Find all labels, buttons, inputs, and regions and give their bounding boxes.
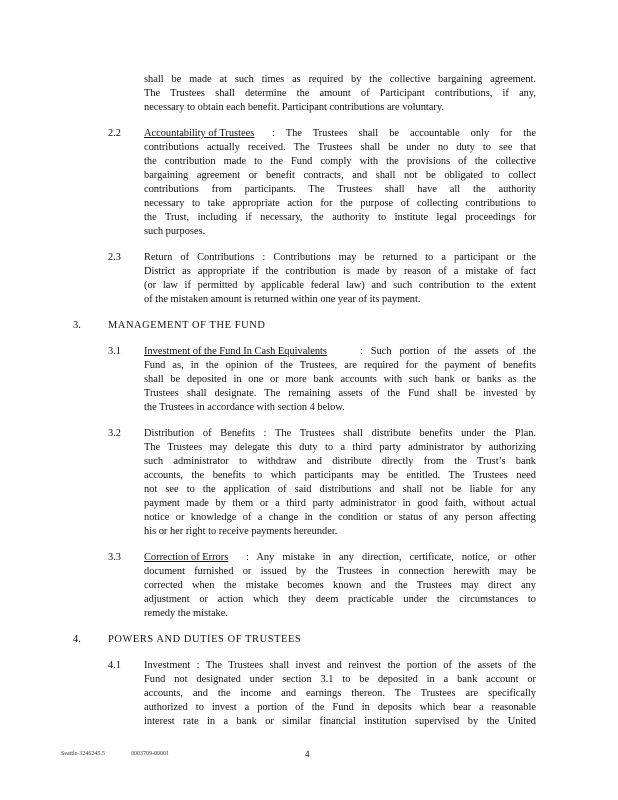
text-line: (or law if permitted by applicable federal law) and such contribution to the extent — [144, 280, 536, 291]
text-line: necessary to obtain each benefit. Participant contributions are voluntary. — [144, 102, 444, 113]
text-line: interest rate in a bank or similar financial institution supervised by the United — [144, 716, 536, 727]
section-number: 3.1 — [108, 346, 121, 357]
text-line: shall be deposited in one or more bank accounts with such bank or banks as the — [144, 374, 536, 385]
text-line: : The Trustees shall be accountable only for the — [272, 128, 536, 139]
section-title: MANAGEMENT OF THE FUND — [108, 320, 266, 331]
text-line: Fund as, in the opinion of the Trustees, are required for the payment of benefits — [144, 360, 536, 371]
section-number: 3.2 — [108, 428, 121, 439]
text-line: document furnished or issued by the Trustees in connection herewith may be — [144, 566, 536, 577]
section-number: 4. — [73, 634, 81, 645]
text-line: the Trust, including if necessary, the authority to institute legal proceedings for — [144, 212, 536, 223]
heading-underlined: Accountability of Trustees — [144, 128, 255, 139]
text-line: adjustment or action which they deem practicable under the circumstances to — [144, 594, 536, 605]
heading-underlined: Investment of the Fund In Cash Equivalents — [144, 346, 327, 357]
text-line: Investment : The Trustees shall invest and reinvest the portion of the assets of the — [144, 660, 536, 671]
text-line: authorized to invest a portion of the Fund in deposits which bear a reasonable — [144, 702, 536, 713]
text-line: such administrator to withdraw and distribute directly from the Trust’s bank — [144, 456, 536, 467]
section-number: 3.3 — [108, 552, 121, 563]
text-line: District as appropriate if the contribution is made by reason of a mistake of fact — [144, 266, 536, 277]
text-line: The Trustees shall determine the amount of Participant contributions, if any, — [144, 88, 536, 99]
text-line: such purposes. — [144, 226, 206, 237]
text-line: contributions actually received. The Trustees shall be under no duty to see that — [144, 142, 536, 153]
text-line: Return of Contributions : Contributions may be returned to a participant or the — [144, 252, 536, 263]
section-number: 2.3 — [108, 252, 121, 263]
section-number: 2.2 — [108, 128, 121, 139]
text-line: Trustees shall designate. The remaining assets of the Fund shall be invested by — [144, 388, 536, 399]
footer-doc-id: Seattle-3246245.5 — [61, 751, 105, 757]
text-line: his or her right to receive payments hereunder. — [144, 526, 338, 537]
text-line: : Such portion of the assets of the — [360, 346, 536, 357]
text-line: the contribution made to the Fund comply with the provisions of the collective — [144, 156, 536, 167]
text-line: notice or knowledge of a change in the condition or status of any person affecting — [144, 512, 536, 523]
subsection-heading — [144, 551, 228, 564]
footer-matter-number: 0003709-00001 — [131, 751, 169, 757]
subsection-heading — [144, 127, 254, 140]
text-line: The Trustees may delegate this duty to a third party administrator by authorizing — [144, 442, 536, 453]
section-title: POWERS AND DUTIES OF TRUSTEES — [108, 634, 302, 645]
section-number: 3. — [73, 320, 81, 331]
text-line: Distribution of Benefits : The Trustees shall distribute benefits under the Plan. — [144, 428, 536, 439]
text-line: contributions from participants. The Trustees shall have all the authority — [144, 184, 536, 195]
text-line: corrected when the mistake becomes known and the Trustees may direct any — [144, 580, 536, 591]
text-line: : Any mistake in any direction, certificate, notice, or other — [246, 552, 536, 563]
subsection-heading — [144, 345, 327, 358]
text-line: shall be made at such times as required by the collective bargaining agreement. — [144, 74, 536, 85]
text-line: payment made by them or a third party administrator in good faith, without actual — [144, 498, 536, 509]
heading-underlined: Correction of Errors — [144, 552, 229, 563]
text-line: of the mistaken amount is returned within one year of its payment. — [144, 294, 421, 305]
text-line: bargaining agreement or benefit contracts, and shall not be obligated to collect — [144, 170, 536, 181]
text-line: not see to the application of said distributions and shall not be liable for any — [144, 484, 536, 495]
text-line: accounts, and the income and earnings thereon. The Trustees are specifically — [144, 688, 536, 699]
text-line: necessary to take appropriate action for the purpose of collecting contributions to — [144, 198, 536, 209]
text-line: the Trustees in accordance with section 4 below. — [144, 402, 345, 413]
page-number: 4 — [305, 749, 310, 759]
text-line: Fund not designated under section 3.1 to be deposited in a bank account or — [144, 674, 536, 685]
text-line: remedy the mistake. — [144, 608, 228, 619]
text-line: accounts, the benefits to which participants may be entitled. The Trustees need — [144, 470, 536, 481]
section-number: 4.1 — [108, 660, 121, 671]
